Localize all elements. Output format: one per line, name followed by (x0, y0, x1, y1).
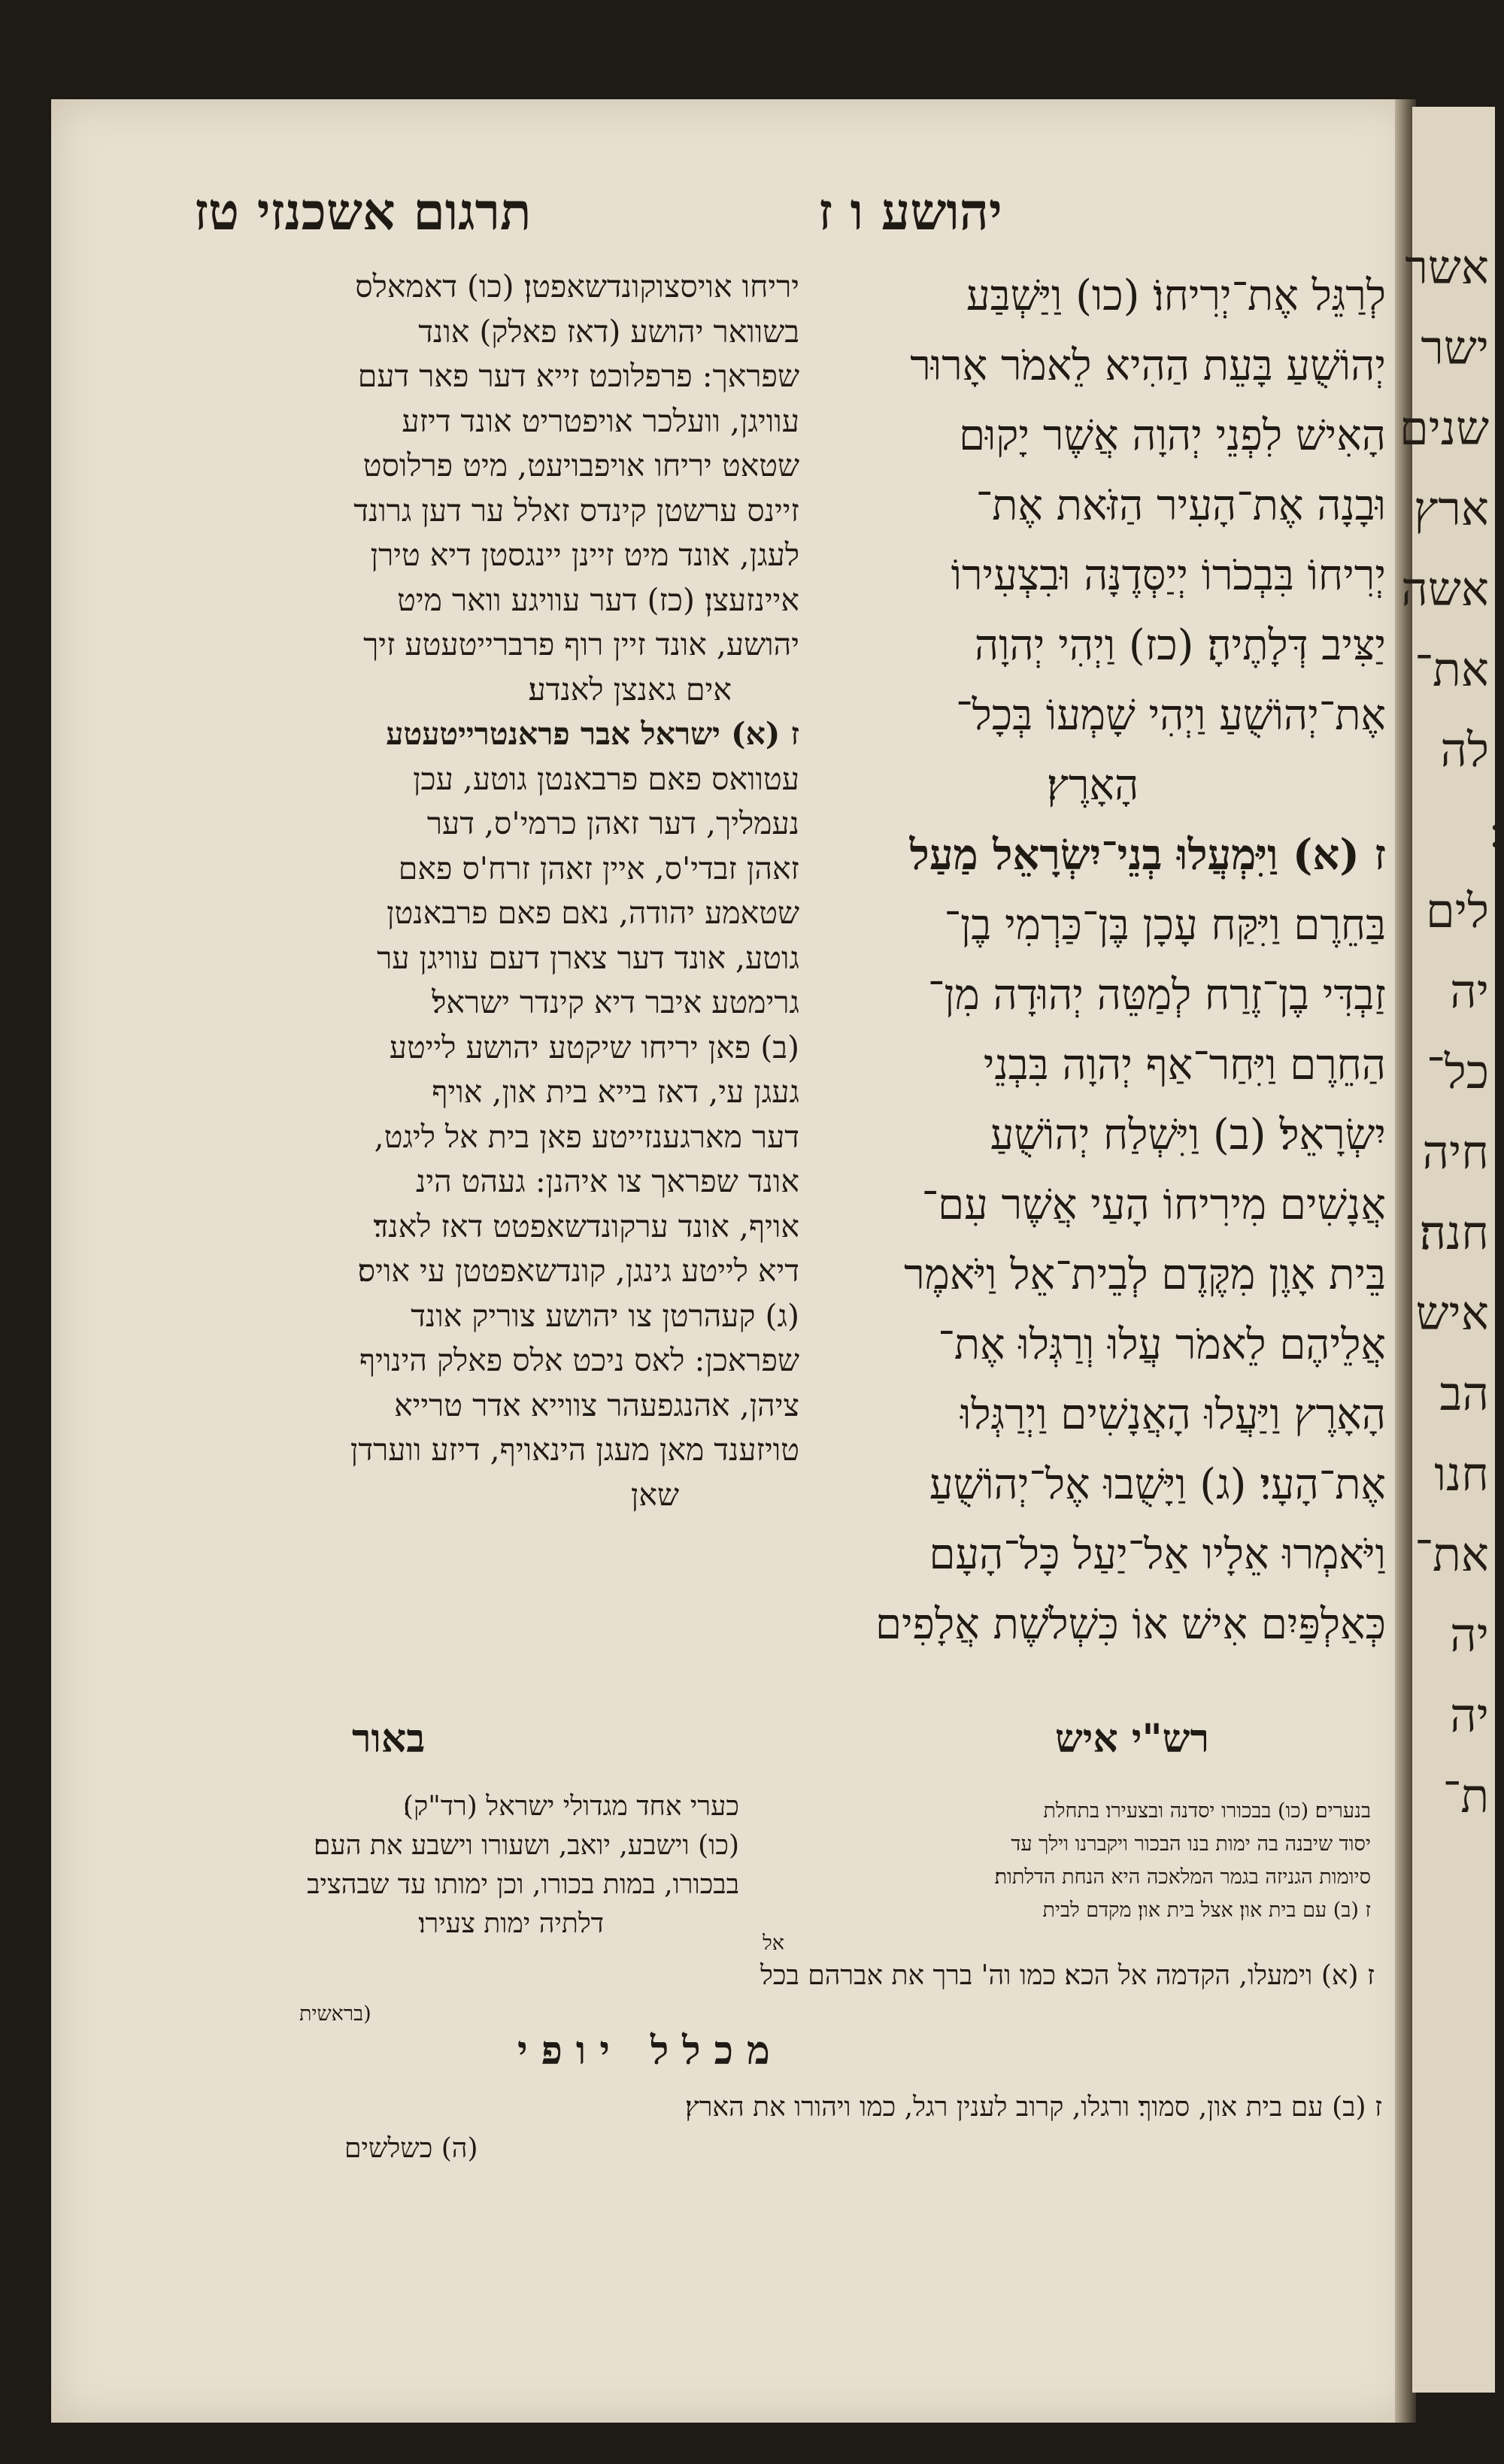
biur-line: כערי אחד מגדולי ישראל (רד"ק)׃ (402, 1791, 739, 1822)
hebrew-line: אֶת־הָעָי׃ (ג) וַיָּשֻׁבוּ אֶל־יְהוֹשֻׁעַ (929, 1460, 1386, 1509)
hebrew-line: יִשְׂרָאֵל׃ (ב) וַיִּשְׁלַח יְהוֹשֻׁעַ (990, 1111, 1386, 1159)
hebrew-line: כְּאַלְפַּיִם אִישׁ אוֹ כִּשְׁלֹשֶׁת אֲלָפִים (875, 1600, 1386, 1649)
facing-line: אשה (1401, 562, 1489, 617)
rashi-line: אל (763, 1932, 784, 1955)
yiddish-line: (ג) קעהרטן צו יהושע צוריק אונד (411, 1297, 799, 1334)
facing-line: חנה׃ (1419, 1205, 1489, 1260)
hebrew-line: אֲלֵיהֶם לֵאמֹר עֲלוּ וְרַגְּלוּ אֶת־ (938, 1320, 1386, 1369)
facing-line: ישר (1421, 320, 1489, 375)
hebrew-line: וּבָנָה אֶת־הָעִיר הַזֹּאת אֶת־ (975, 481, 1386, 530)
hebrew-line: הָאָרֶץ וַיַּעֲלוּ הָאֲנָשִׁים וַיְרַגְּלוּ (960, 1390, 1386, 1439)
hebrew-line: יַצִּיב דְּלָתֶיהָ׃ (כז) וַיְהִי יְהוָה (974, 621, 1386, 670)
facing-line: כל־ (1426, 1044, 1489, 1099)
rashi-commentary (754, 1795, 1371, 1960)
biur-line: דלתיה ימות צעירו׃ (418, 1908, 604, 1939)
yiddish-line: זיינס ערשטן קינדס זאלל ער דען גרונד (353, 492, 799, 529)
yiddish-line: געגן עי, דאז בייא בית און, אויף (432, 1074, 799, 1110)
yiddish-line: אונד שפראך צו איהנן: געהט הינ (416, 1163, 799, 1199)
facing-line: איש (1415, 1286, 1489, 1341)
hebrew-line: אֶת־יְהוֹשֻׁעַ וַיְהִי שָׁמְעוֹ בְּכָל־ (956, 691, 1386, 740)
facing-line: חיה (1422, 1125, 1489, 1180)
facing-line (1412, 790, 1495, 871)
yiddish-line: דיא לייטע גינגן, קונדשאפטטן עי אויס׃ (357, 1253, 799, 1289)
facing-line: לים (1426, 883, 1489, 938)
facing-line: לה (1440, 723, 1489, 777)
rashi-line: בנערים׃ (כו) בבכורו יסדנה ובצעירו׃ בתחלת (1043, 1799, 1371, 1823)
yiddish-line: שטאט יריחו אויפבויעט, מיט פרלוסט (362, 447, 799, 483)
rashi-line: סיומות הגניזה בגמר המלאכה היא הנחת הדלתות׃ (994, 1865, 1371, 1889)
rashi-header: רש"י איש (1054, 1716, 1209, 1762)
rashi-line: ז (ב) עם בית און׃ אצל בית און׃ מקדם לבית (1042, 1899, 1371, 1922)
yiddish-line: גרימטע איבר דיא קינדר ישראל׃ (432, 984, 799, 1020)
commentary-line-z-a-end: (בראשית (299, 2002, 371, 2026)
hebrew-line: אֲנָשִׁים מִירִיחוֹ הָעַי אֲשֶׁר עִם־ (921, 1180, 1386, 1229)
hebrew-column (799, 261, 1386, 1659)
yiddish-line: טויזענד מאן מעגן הינאויף, דיזע ווערדן (350, 1432, 799, 1468)
yiddish-translation-column (153, 265, 799, 1517)
biur-line: (כו) וישבע, יואב, ושעורו וישבע את העם׃ (313, 1830, 739, 1861)
hebrew-line: הָאָרֶץ׃ (1046, 761, 1139, 810)
yiddish-line: שאן (630, 1476, 679, 1513)
facing-line: חנו (1434, 1447, 1489, 1502)
yiddish-line: יריחו אויסצוקונדשאפטן׃ (כו) דאמאלס (355, 268, 799, 305)
michlol-yofi-header: מכלל יופי (517, 2028, 784, 2074)
yiddish-line: זאהן זבדי'ס, איין זאהן זרח'ס פאם (398, 850, 799, 886)
hebrew-line: הַחֵרֶם וַיִּחַר־אַף יְהוָה בִּבְנֵי (983, 1041, 1386, 1090)
yiddish-line: עטוואס פאם פרבאנטן גוטע, עכן (413, 760, 799, 797)
commentary-line-z-a: ז (א) וימעלו, הקדמה אל הכא׃ כמו וה' ברך את אברהם בכל (760, 1960, 1375, 1991)
yiddish-line: שטאמע יהודה, נאם פאם פרבאנטן (387, 895, 799, 931)
yiddish-line: בשוואר יהושע (דאז פאלק) אונד (418, 313, 799, 350)
yiddish-line: גוטע, אונד דער צארן דעם עוויגן ער (377, 939, 799, 976)
yiddish-line: לעגן, אונד מיט זיינן יינגסטן דיא טירן (370, 537, 799, 573)
facing-line: יה (1450, 1608, 1489, 1662)
hebrew-line: וַיֹּאמְרוּ אֵלָיו אַל־יַעַל כָּל־הָעָם (929, 1530, 1386, 1579)
biur-commentary (123, 1787, 739, 1944)
yiddish-line: ציהן, אהנגפעהר צווייא אדר טרייא (394, 1387, 799, 1423)
facing-line: יה (1450, 1688, 1489, 1743)
hebrew-line: לְרַגֵּל אֶת־יְרִיחוֹ׃ (כו) וַיַּשְׁבַּע (966, 271, 1386, 320)
hebrew-line: בַּחֵרֶם וַיִּקַּח עָכָן בֶּן־כַּרְמִי בֶן־ (944, 901, 1386, 950)
page-header-left: תרגום אשכנזי טז (194, 182, 532, 242)
hebrew-line: יְרִיחוֹ בִּבְכֹרוֹ יְיַסְּדֶנָּה וּבִצְעִירוֹ (951, 551, 1386, 600)
hebrew-line: בֵּית אָוֶן מִקֶּדֶם לְבֵית־אֵל וַיֹּאמֶר (904, 1250, 1386, 1299)
hebrew-line: זַבְדִּי בֶן־זֶרַח לְמַטֵּה יְהוּדָה מִן־ (927, 971, 1386, 1020)
yiddish-line: שפראכן: לאס ניכט אלס פאלק הינויף (359, 1342, 799, 1378)
commentary-line-z-b-end: (ה) כשלשים (344, 2133, 478, 2164)
yiddish-line: ז (א) ישראל אבר פראנטרייטעטע (386, 716, 799, 752)
yiddish-line: אויף, אונד ערקונדשאפטט דאז לאנד׃ (373, 1208, 799, 1244)
yiddish-line: אים גאנצן לאנדע׃ (528, 671, 732, 708)
hebrew-line: הָאִישׁ לִפְנֵי יְהוָה אֲשֶׁר יָקוּם (959, 411, 1386, 460)
hebrew-line: ז (א) וַיִּמְעֲלוּ בְנֵי־יִשְׂרָאֵל מַעַל (909, 830, 1386, 880)
commentary-line-z-b: ז (ב) עם בית און, סמוך׃ ורגלו, קרוב לענין רגל, כמו ויהורו את הארץ׃ (684, 2092, 1382, 2123)
yiddish-line: נעמליך, דער זאהן כרמי'ס, דער (426, 805, 799, 841)
yiddish-line: שפראך: פרפלוכט זייא דער פאר דעם (357, 358, 799, 394)
facing-line: שנים (1399, 401, 1489, 456)
yiddish-line: דער מארגענזייטע פאן בית אל ליגט, (374, 1118, 799, 1155)
yiddish-line: (ב) פאן יריחו שיקטע יהושע לייטע (389, 1029, 799, 1065)
facing-line: ארץ (1414, 481, 1489, 536)
yiddish-line: עוויגן, וועלכר אויפטריט אונד דיזע (402, 402, 799, 439)
facing-line: את־ (1415, 1527, 1489, 1582)
rashi-line: יסוד שיבנה בה ימות בנו הבכור ויקברנו וילך עד (1011, 1832, 1371, 1856)
page-header-right: יהושע ו ז (818, 182, 1002, 242)
book-page (51, 99, 1412, 2423)
facing-line: את־ (1415, 642, 1489, 697)
facing-line: אשר (1405, 240, 1489, 295)
yiddish-line: איינזעצן׃ (כז) דער עוויגע וואר מיט (397, 581, 799, 618)
yiddish-line: יהושע, אונד זיין רוף פרברייטעטע זיך (363, 626, 799, 662)
facing-line: ת־ (1442, 1768, 1489, 1823)
facing-line: הב (1439, 1366, 1489, 1421)
facing-page-edge (1399, 107, 1495, 2393)
biur-line: בבכורו, במות בכורו, וכן ימותו עד שבהציב (307, 1869, 739, 1900)
hebrew-line: יְהוֹשֻׁעַ בָּעֵת הַהִיא לֵאמֹר אָרוּר (910, 341, 1386, 390)
biur-header: באור (352, 1716, 426, 1762)
facing-line: יה (1450, 964, 1489, 1019)
